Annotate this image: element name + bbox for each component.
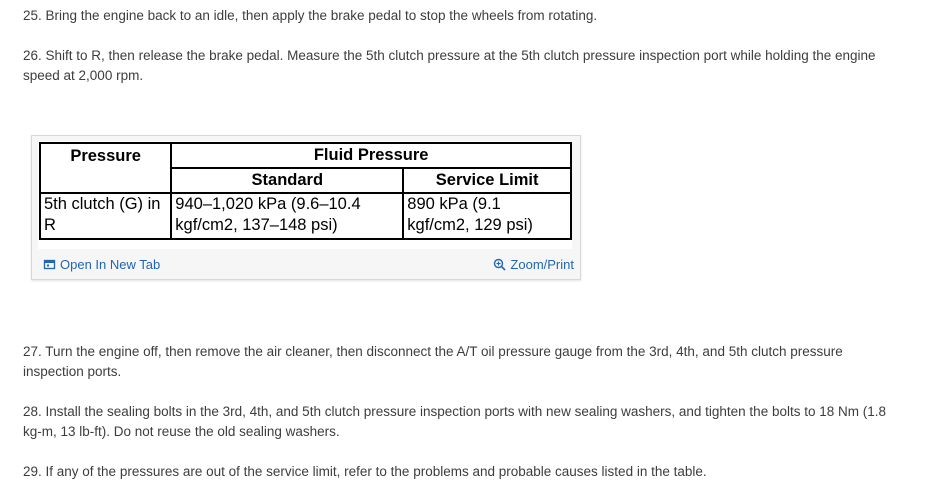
header-standard: Standard [171, 168, 403, 193]
step-28: 28. Install the sealing bolts in the 3rd, 4th, and 5th clutch pressure inspection ports with new sealing washers, and tighten the bolts to 18 Nm (1.8 kg-m, 13 lb-ft). Do not reuse the old sealing washers. [23, 404, 886, 439]
pressure-table-figure [31, 135, 581, 280]
step-27: 27. Turn the engine off, then remove the air cleaner, then disconnect the A/T oil pressure gauge from the 3rd, 4th, and 5th clutch pressure inspection ports. [23, 344, 843, 379]
open-in-new-tab-link[interactable] [43, 257, 160, 272]
zoom-print-link[interactable] [493, 257, 574, 272]
row-label: 5th clutch (G) in R [40, 193, 171, 239]
step-25: 25. Bring the engine back to an idle, then apply the brake pedal to stop the wheels from rotating. [23, 8, 598, 23]
header-pressure: Pressure [40, 143, 171, 193]
header-fluid-pressure: Fluid Pressure [171, 143, 571, 168]
row-service-limit-value: 890 kPa (9.1 kgf/cm2, 129 psi) [403, 193, 571, 239]
open-in-new-tab-label[interactable]: Open In New Tab [60, 257, 161, 272]
fluid-pressure-table [39, 142, 572, 240]
magnifier-zoom-icon [493, 258, 506, 271]
open-in-new-tab-icon [43, 258, 56, 271]
pressure-table-image [38, 141, 572, 249]
zoom-print-label[interactable]: Zoom/Print [510, 257, 574, 272]
header-service-limit: Service Limit [403, 168, 571, 193]
step-26: 26. Shift to R, then release the brake pedal. Measure the 5th clutch pressure at the 5th clutch pressure inspection port while holding the engine speed at 2,000 rpm. [23, 48, 876, 83]
step-29: 29. If any of the pressures are out of the service limit, refer to the problems and probable causes listed in the table. [23, 464, 707, 479]
row-standard-value: 940–1,020 kPa (9.6–10.4 kgf/cm2, 137–148 psi) [171, 193, 403, 239]
